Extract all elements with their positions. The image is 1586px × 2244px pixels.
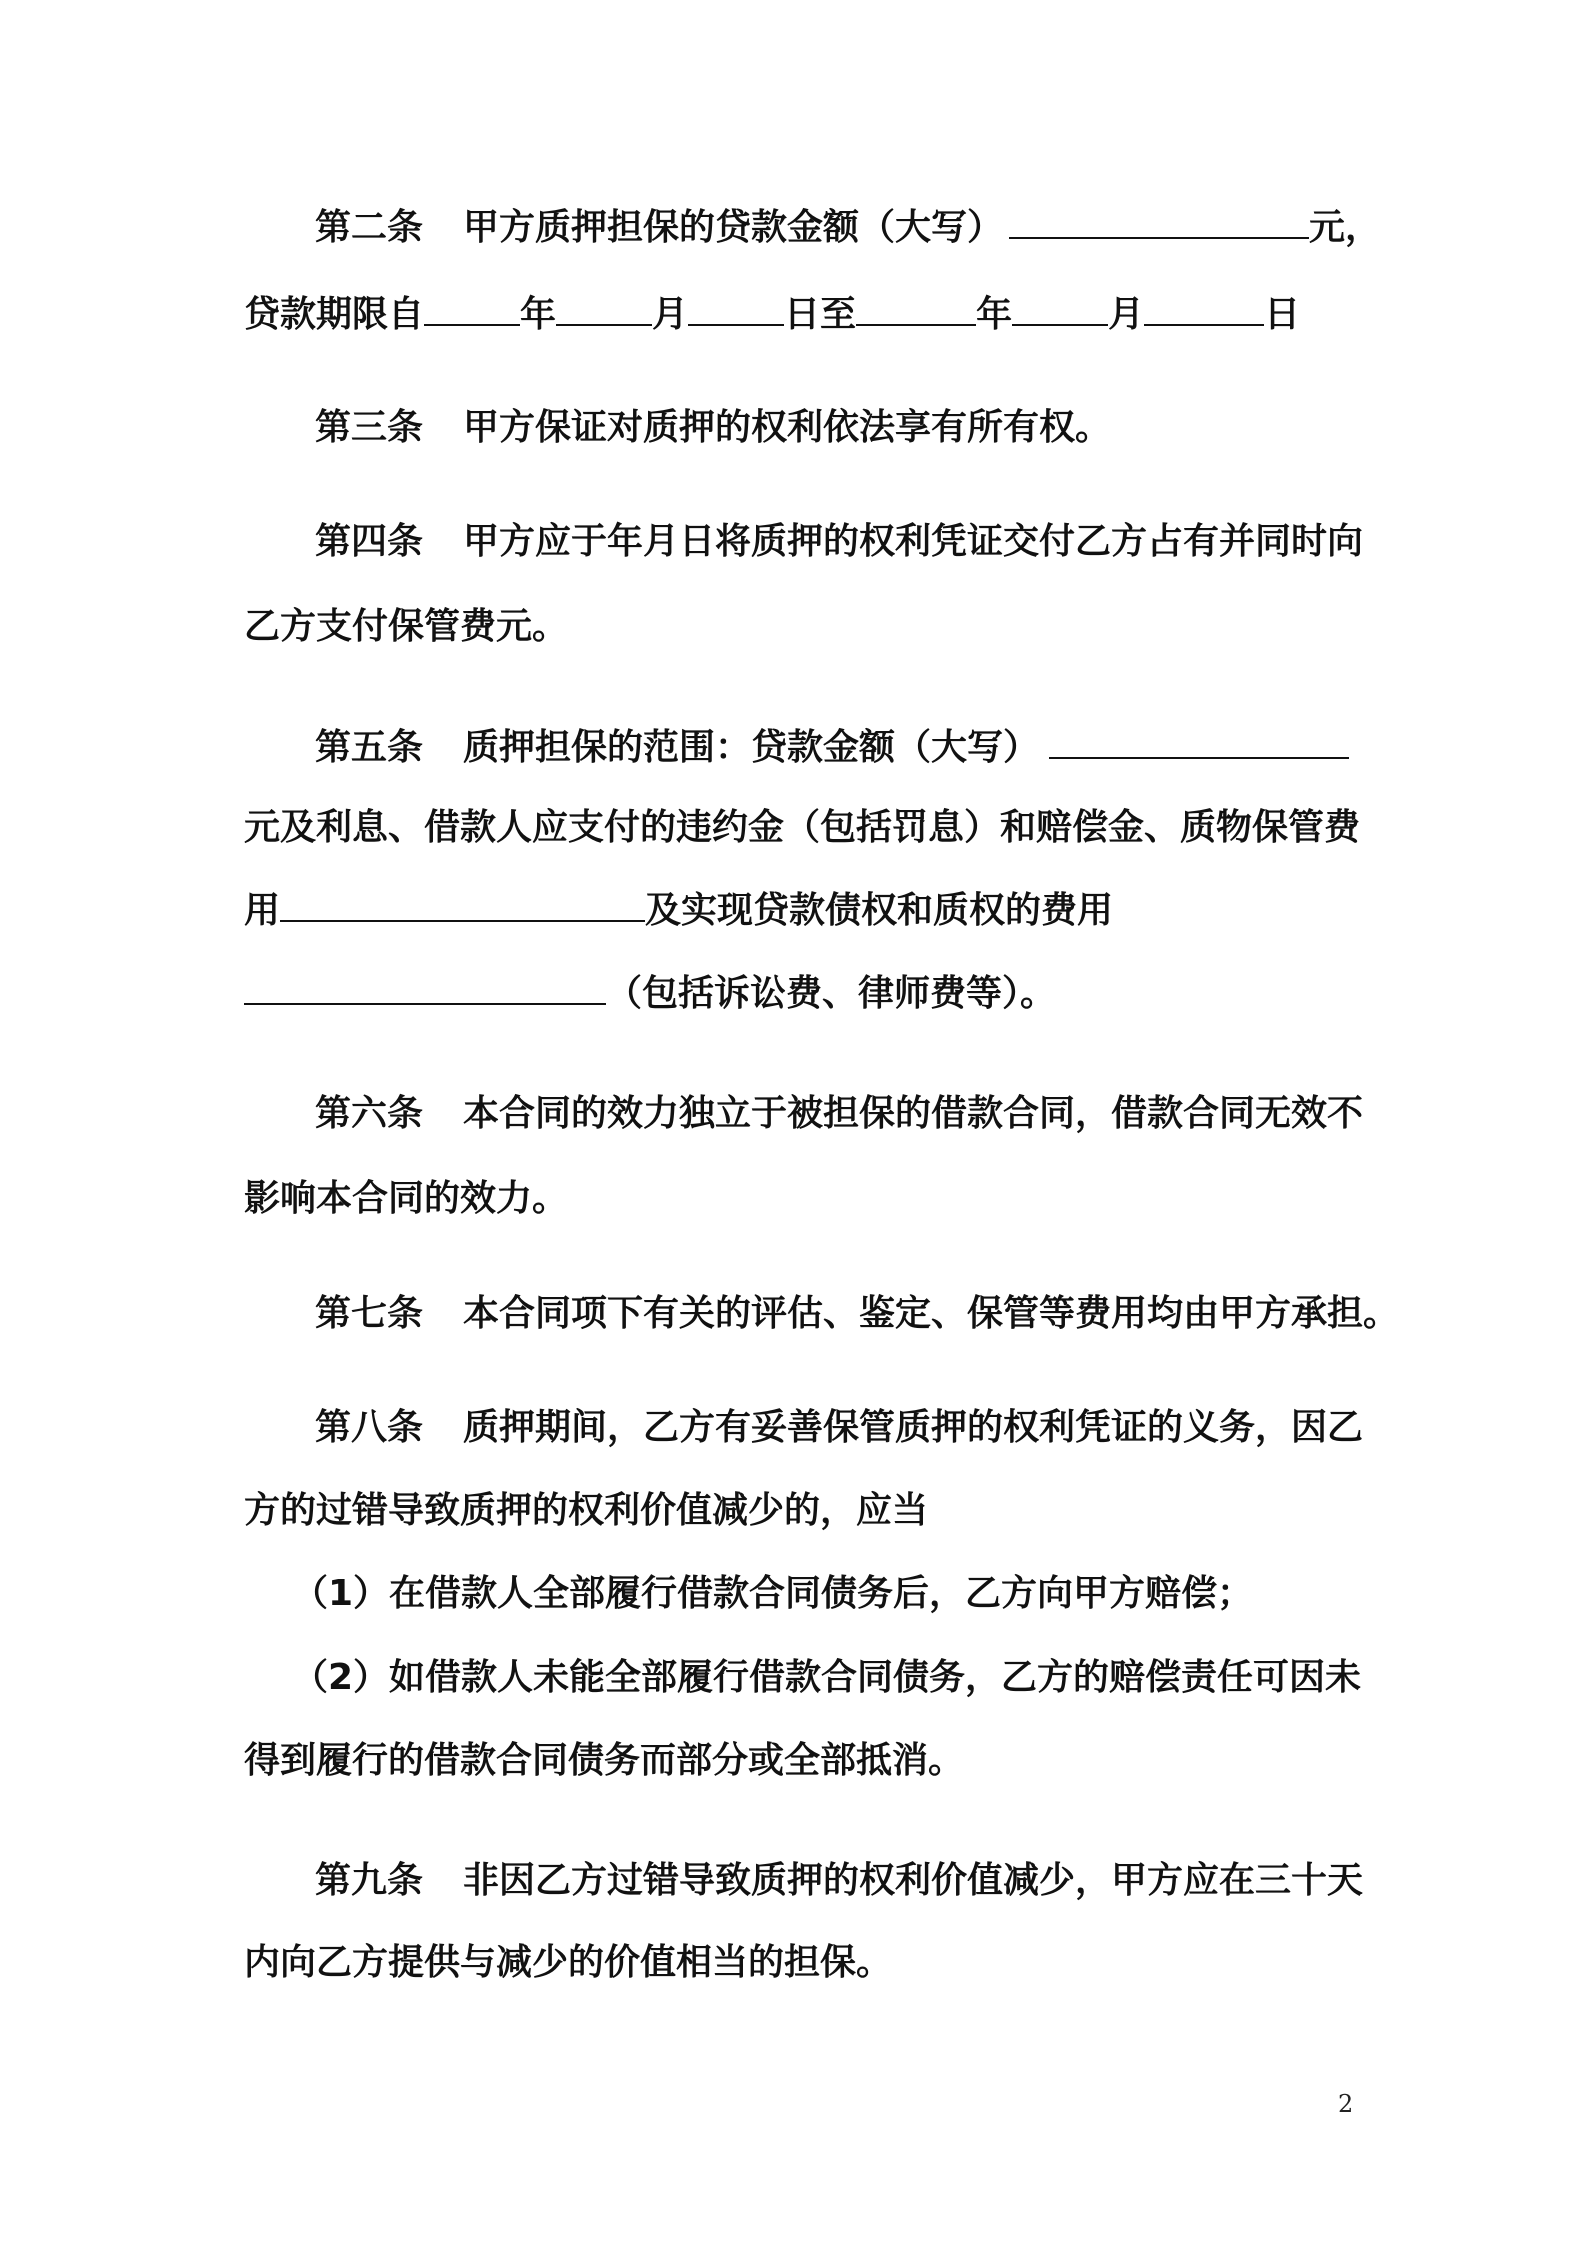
article-8-heading: 第八条 (315, 1407, 424, 1448)
article-5-line-4 (244, 969, 1056, 1018)
article-2-heading: 第二条 (315, 207, 424, 248)
article-9-line-2: 内向乙方提供与减少的价值相当的担保。 (244, 1942, 893, 1983)
article-9-line-1 (315, 1857, 1363, 1905)
storage-fee-blank (280, 886, 645, 922)
article-7-text: 本合同项下有关的评估、鉴定、保管等费用均由甲方承担。 (463, 1293, 1400, 1334)
article-4-line-2: 乙方支付保管费元。 (244, 606, 569, 647)
article-9-text: 非因乙方过错导致质押的权利价值减少，甲方应在三十天 (463, 1860, 1364, 1901)
start-month-label: 月 (652, 294, 689, 335)
article-3-line-1 (315, 404, 1111, 452)
end-year-blank (856, 290, 976, 326)
realization-cost-blank (244, 969, 606, 1005)
article-4-line-1 (315, 518, 1363, 566)
article-2-line-1 (315, 203, 1381, 252)
article-8-item-2-line-2: 得到履行的借款合同债务而部分或全部抵消。 (244, 1740, 965, 1781)
article-3-text: 甲方保证对质押的权利依法享有所有权。 (463, 407, 1112, 448)
article-3-heading: 第三条 (315, 407, 424, 448)
article-8-item-1: （1）在借款人全部履行借款合同债务后，乙方向甲方赔偿； (292, 1573, 1254, 1614)
article-4-heading: 第四条 (315, 521, 424, 562)
article-6-heading: 第六条 (315, 1093, 424, 1134)
article-6-text: 本合同的效力独立于被担保的借款合同，借款合同无效不 (463, 1093, 1364, 1134)
article-2-unit: 元， (1309, 207, 1382, 248)
article-6-line-2: 影响本合同的效力。 (244, 1178, 569, 1219)
article-5-text: 质押担保的范围：贷款金额（大写） (463, 727, 1040, 768)
start-month-blank (556, 290, 652, 326)
article-7-line-1 (315, 1290, 1399, 1338)
start-year-blank (424, 290, 520, 326)
end-month-label: 月 (1108, 294, 1145, 335)
end-day-blank (1144, 290, 1264, 326)
article-8-line-1 (315, 1404, 1363, 1452)
start-day-blank (688, 290, 784, 326)
article-2-text: 甲方质押担保的贷款金额（大写） (463, 207, 1004, 248)
article-6-line-1 (315, 1090, 1363, 1138)
end-month-blank (1012, 290, 1108, 326)
article-4-text: 甲方应于年月日将质押的权利凭证交付乙方占有并同时向 (463, 521, 1364, 562)
loan-term-label: 贷款期限自 (244, 294, 425, 335)
page-number: 2 (1338, 2090, 1354, 2118)
guarantee-amount-blank (1049, 723, 1349, 759)
end-day-label: 日 (1264, 294, 1301, 335)
start-year-label: 年 (520, 294, 557, 335)
article-8-line-2: 方的过错导致质押的权利价值减少的，应当 (244, 1490, 929, 1531)
article-5-cost-text: 及实现贷款债权和质权的费用 (645, 890, 1114, 931)
article-9-heading: 第九条 (315, 1860, 424, 1901)
article-5-cost-note: （包括诉讼费、律师费等）。 (606, 973, 1057, 1014)
article-2-line-2 (244, 290, 1300, 339)
article-5-heading: 第五条 (315, 727, 424, 768)
article-5-line-2: 元及利息、借款人应支付的违约金（包括罚息）和赔偿金、质物保管费 (244, 807, 1361, 848)
article-8-item-2-line-1: （2）如借款人未能全部履行借款合同债务，乙方的赔偿责任可因未 (292, 1657, 1362, 1698)
loan-amount-blank (1009, 203, 1309, 239)
article-5-line-3 (244, 886, 1113, 935)
article-5-fee-label: 用 (244, 890, 281, 931)
article-5-line-1 (315, 723, 1349, 772)
article-7-heading: 第七条 (315, 1293, 424, 1334)
article-8-text: 质押期间，乙方有妥善保管质押的权利凭证的义务，因乙 (463, 1407, 1364, 1448)
end-year-label: 年 (976, 294, 1013, 335)
start-day-label: 日至 (784, 294, 857, 335)
